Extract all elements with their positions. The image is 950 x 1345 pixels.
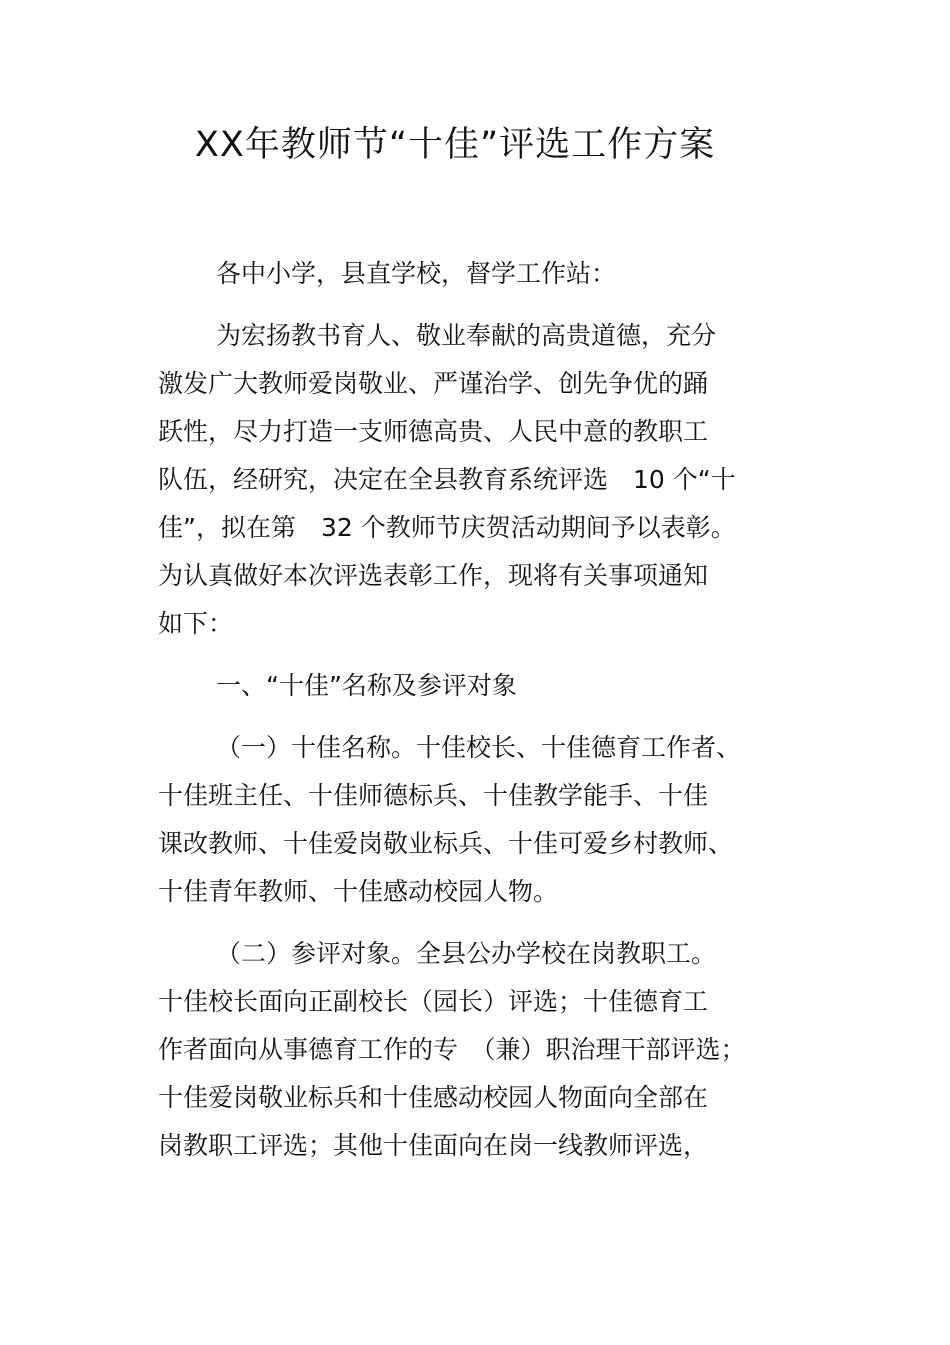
intro-line: 为宏扬教书育人、敬业奉献的高贵道德，充分 (216, 321, 717, 350)
salutation-line: 各中小学，县直学校，督学工作站： (216, 259, 617, 288)
intro-line: 为认真做好本次评选表彰工作，现将有关事项通知 (158, 561, 709, 590)
item1-line: 课改教师、十佳爱岗敬业标兵、十佳可爱乡村教师、 (158, 829, 734, 858)
section-heading: 一、“十佳”名称及参评对象 (216, 671, 517, 700)
item1-line: 十佳班主任、十佳师德标兵、十佳教学能手、十佳 (158, 781, 709, 810)
item2-line: （二）参评对象。全县公办学校在岗教职工。 (216, 939, 717, 968)
item2-line: 十佳校长面向正副校长（园长）评选；十佳德育工 (158, 987, 709, 1016)
section-heading-paragraph (158, 662, 798, 710)
item1-paragraph (158, 724, 798, 916)
intro-line: 跃性，尽力打造一支师德高贵、人民中意的教职工 (158, 417, 709, 446)
item2-line: 岗教职工评选；其他十佳面向在岗一线教师评选， (158, 1131, 709, 1160)
item2-line: 作者面向从事德育工作的专 （兼）职治理干部评选； (158, 1035, 746, 1064)
salutation-paragraph (158, 250, 798, 298)
item1-line: 十佳青年教师、十佳感动校园人物。 (158, 877, 559, 906)
intro-line: 队伍，经研究，决定在全县教育系统评选 10 个“十 (158, 465, 736, 494)
intro-line: 如下： (158, 609, 234, 638)
intro-paragraph (158, 312, 798, 648)
item1-line: （一）十佳名称。十佳校长、十佳德育工作者、 (216, 733, 742, 762)
item2-paragraph (158, 930, 798, 1170)
intro-line: 佳”，拟在第 32 个教师节庆贺活动期间予以表彰。 (158, 513, 736, 542)
intro-line: 激发广大教师爱岗敬业、严谨治学、创先争优的踊 (158, 369, 709, 398)
document-title: XX年教师节“十佳”评选工作方案 (194, 125, 716, 165)
document-body (158, 250, 798, 1184)
item2-line: 十佳爱岗敬业标兵和十佳感动校园人物面向全部在 (158, 1083, 709, 1112)
